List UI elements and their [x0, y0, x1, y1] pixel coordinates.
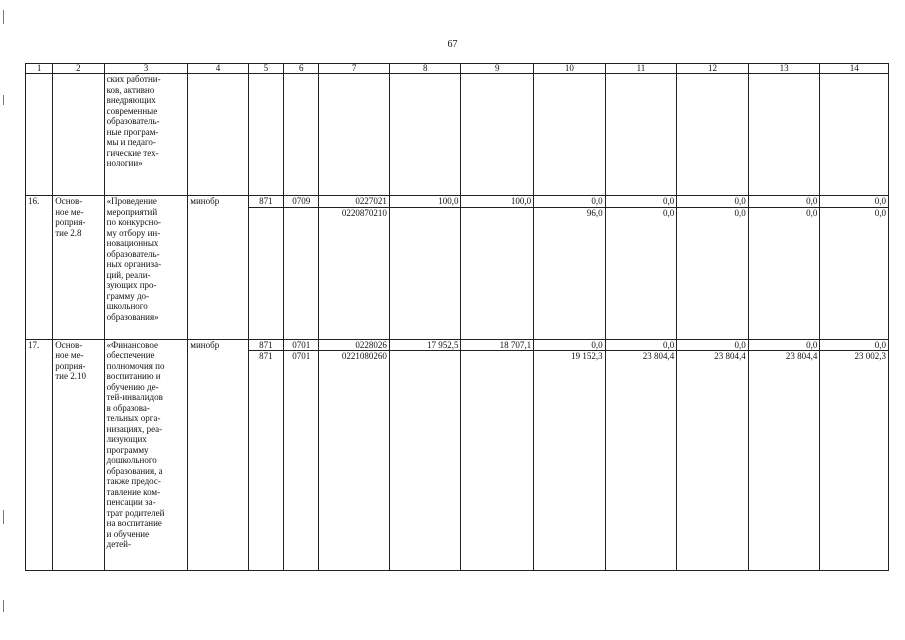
table-cell — [534, 74, 606, 196]
code-cell — [248, 207, 283, 339]
amount-cell — [461, 351, 534, 571]
amount-cell: 23 804,4 — [677, 351, 749, 571]
code-cell: 0220870210 — [319, 207, 390, 339]
amount-cell: 18 707,1 — [461, 339, 534, 351]
column-header: 9 — [461, 64, 534, 74]
amount-cell: 0,0 — [677, 207, 749, 339]
code-cell — [284, 207, 319, 339]
budget-table — [25, 63, 889, 571]
amount-cell: 23 804,4 — [605, 351, 677, 571]
amount-cell: 23 804,4 — [748, 351, 820, 571]
table-cell — [461, 74, 534, 196]
scan-artifact-mark — [3, 510, 4, 524]
code-cell: 0221080260 — [319, 351, 390, 571]
table-cell — [389, 74, 461, 196]
activity-type: Основ- ное ме- роприя- тие 2.10 — [53, 339, 104, 571]
column-header: 1 — [26, 64, 53, 74]
table-cell — [26, 74, 53, 196]
description-cell: ских работни- ков, активно внедряющих современные образователь- ные програм- мы и педаго- гические тех- нологии» — [104, 74, 188, 196]
table-cell — [605, 74, 677, 196]
column-header: 11 — [605, 64, 677, 74]
row-number: 16. — [26, 196, 53, 340]
table-cell — [53, 74, 104, 196]
agency-cell: минобр — [188, 196, 248, 340]
description-cell: «Финансовое обеспечение полномочия по воспитанию и обучению де- тей-инвалидов в образова- тельных орга- низациях, реа- лизующих программу дошкольного образования, а также предос- тавление ком- пенсации за- трат родителей на воспитание и обучение детей- — [104, 339, 188, 571]
scan-artifact-mark — [3, 600, 4, 612]
amount-cell: 0,0 — [820, 196, 889, 208]
amount-cell: 0,0 — [677, 339, 749, 351]
amount-cell: 100,0 — [389, 196, 461, 208]
continuation-row — [26, 74, 889, 196]
column-header: 12 — [677, 64, 749, 74]
amount-cell: 96,0 — [534, 207, 606, 339]
column-header: 3 — [104, 64, 188, 74]
column-header: 2 — [53, 64, 104, 74]
amount-cell — [461, 207, 534, 339]
amount-cell: 0,0 — [605, 339, 677, 351]
code-cell: 0709 — [284, 196, 319, 208]
column-header: 6 — [284, 64, 319, 74]
code-cell: 0701 — [284, 339, 319, 351]
amount-cell: 0,0 — [748, 207, 820, 339]
table-row — [26, 196, 889, 208]
amount-cell: 0,0 — [820, 207, 889, 339]
amount-cell: 0,0 — [605, 207, 677, 339]
table-row — [26, 339, 889, 351]
table-cell — [748, 74, 820, 196]
amount-cell: 0,0 — [534, 339, 606, 351]
amount-cell: 0,0 — [748, 196, 820, 208]
table-cell — [284, 74, 319, 196]
amount-cell — [389, 207, 461, 339]
table-cell — [319, 74, 390, 196]
amount-cell — [389, 351, 461, 571]
table-cell — [248, 74, 283, 196]
amount-cell: 0,0 — [605, 196, 677, 208]
table-cell — [188, 74, 248, 196]
code-cell: 0701 — [284, 351, 319, 571]
column-header: 10 — [534, 64, 606, 74]
amount-cell: 0,0 — [677, 196, 749, 208]
column-header: 13 — [748, 64, 820, 74]
code-cell: 0228026 — [319, 339, 390, 351]
description-cell: «Проведение мероприятий по конкурсно- му отбору ин- новационных образователь- ных организа- ций, реали- зующих про- грамму до- школьного образования» — [104, 196, 188, 340]
amount-cell: 19 152,3 — [534, 351, 606, 571]
amount-cell: 17 952,5 — [389, 339, 461, 351]
amount-cell: 0,0 — [748, 339, 820, 351]
code-cell: 871 — [248, 351, 283, 571]
code-cell: 0227021 — [319, 196, 390, 208]
agency-cell: минобр — [188, 339, 248, 571]
code-cell: 871 — [248, 196, 283, 208]
table-cell — [677, 74, 749, 196]
amount-cell: 0,0 — [820, 339, 889, 351]
code-cell: 871 — [248, 339, 283, 351]
amount-cell: 100,0 — [461, 196, 534, 208]
row-number: 17. — [26, 339, 53, 571]
column-header: 4 — [188, 64, 248, 74]
scan-artifact-mark — [3, 10, 4, 24]
header-row — [26, 64, 889, 74]
column-header: 14 — [820, 64, 889, 74]
column-header: 7 — [319, 64, 390, 74]
column-header: 5 — [248, 64, 283, 74]
amount-cell: 0,0 — [534, 196, 606, 208]
amount-cell: 23 002,3 — [820, 351, 889, 571]
activity-type: Основ- ное ме- роприя- тие 2.8 — [53, 196, 104, 340]
scan-artifact-mark — [3, 95, 4, 105]
column-header: 8 — [389, 64, 461, 74]
table-cell — [820, 74, 889, 196]
page-number: 67 — [447, 39, 458, 50]
